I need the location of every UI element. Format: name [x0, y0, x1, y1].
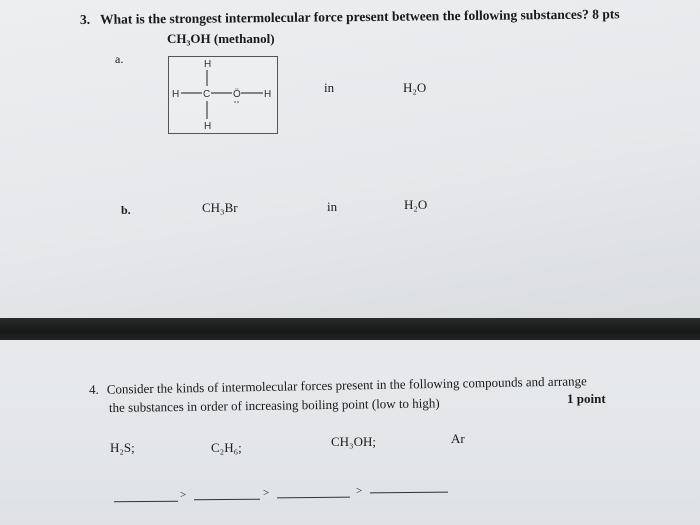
atom-bottom-h: H — [204, 121, 212, 132]
greater-than-3: > — [356, 485, 363, 497]
part-b-substance: CH₃Br — [202, 200, 238, 215]
greater-than-2: > — [263, 487, 270, 499]
part-b-solvent: H₂O — [404, 197, 428, 212]
question-4-points: 1 point — [567, 391, 606, 406]
lone-pair-dot — [234, 101, 236, 103]
part-a-label: a. — [115, 52, 124, 66]
question-4-number: 4. — [88, 381, 99, 397]
question-3-prompt: What is the strongest intermolecular force present between the following substances? — [100, 6, 589, 27]
part-b-label: b. — [121, 203, 131, 217]
atom-left-h: H — [172, 89, 180, 100]
compound-h2s: H₂S; — [110, 440, 135, 455]
atom-right-h: H — [264, 89, 272, 100]
question-3-points: 8 pts — [592, 6, 620, 22]
page-gap-shadow — [0, 318, 700, 340]
part-b-connector: in — [327, 199, 338, 214]
atom-oxygen: Ö — [233, 89, 241, 100]
compound-c2h6: C₂H₆; — [211, 440, 242, 455]
question-4-text-1: Consider the kinds of intermolecular forces present in the following compounds and arrange — [106, 373, 587, 397]
atom-top-h: H — [204, 59, 212, 70]
question-4-line-2: the substances in order of increasing boiling point (low to high) — [108, 395, 440, 415]
part-a-solvent: H₂O — [403, 80, 427, 95]
part-a-connector: in — [324, 80, 335, 95]
methanol-structure-diagram — [169, 57, 277, 133]
methanol-structure-box — [168, 56, 278, 134]
compound-ar: Ar — [451, 431, 465, 446]
atom-carbon: C — [203, 89, 211, 100]
lone-pair-dot — [237, 101, 239, 103]
compound-ch3oh: CH₃OH; — [331, 434, 376, 449]
question-3-number: 3. — [79, 11, 91, 27]
greater-than-1: > — [180, 489, 187, 501]
methanol-header: CH₃OH (methanol) — [167, 31, 275, 46]
